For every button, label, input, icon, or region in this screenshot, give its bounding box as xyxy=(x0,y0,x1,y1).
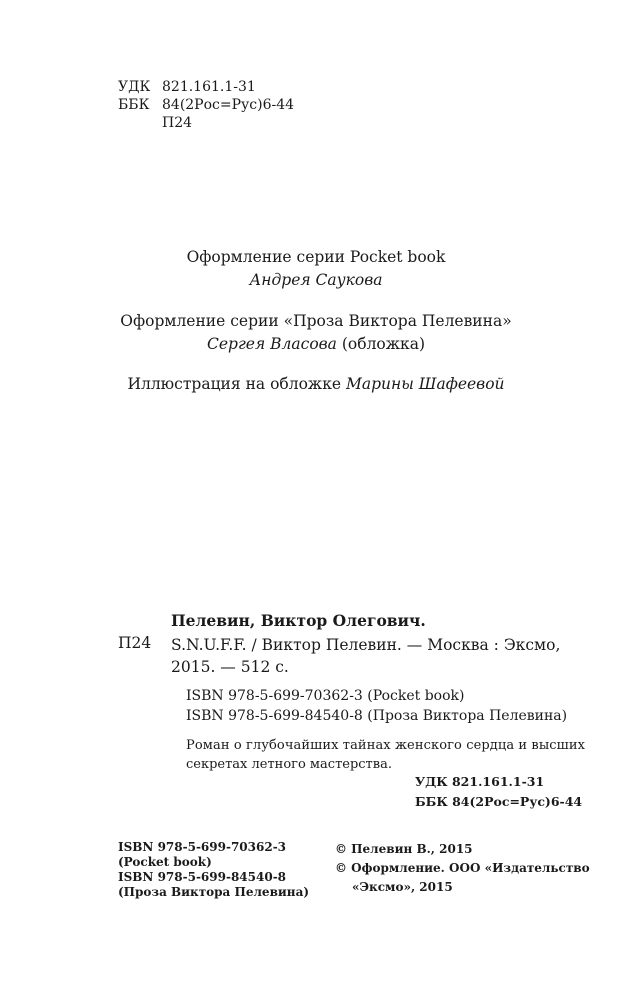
classification-codes xyxy=(118,78,294,132)
series1-designer: Андрея Саукова xyxy=(249,271,383,289)
bbk-key: ББК xyxy=(118,97,150,113)
bib-isbn-1: ISBN 978-5-699-70362-3 (Pocket book) xyxy=(186,688,465,704)
copyright-author: © Пелевин В., 2015 xyxy=(335,842,473,856)
bib-author-mark: П24 xyxy=(118,634,152,652)
copyright-design-cont: «Эксмо», 2015 xyxy=(352,880,453,894)
author-mark-value: П24 xyxy=(162,115,193,131)
bottom-isbn-2: ISBN 978-5-699-84540-8 xyxy=(118,870,287,884)
bib-author: Пелевин, Виктор Олегович. xyxy=(171,611,426,630)
series2-credit-name xyxy=(0,333,632,356)
udk-key: УДК xyxy=(118,79,151,95)
bib-udk: УДК 821.161.1-31 xyxy=(415,774,545,789)
series1-credit-label: Оформление серии Pocket book xyxy=(186,248,446,266)
cover-illustrator: Марины Шафеевой xyxy=(345,375,505,393)
bottom-isbn-1: ISBN 978-5-699-70362-3 xyxy=(118,840,287,854)
cover-label: Иллюстрация на обложке xyxy=(127,375,346,393)
series2-credit-label: Оформление серии «Проза Виктора Пелевина» xyxy=(120,312,512,330)
bbk-value: 84(2Рос=Рус)6-44 xyxy=(162,97,295,113)
series1-credit-name xyxy=(0,269,632,292)
bottom-isbn-block xyxy=(118,840,309,900)
bottom-isbn-1-note: (Pocket book) xyxy=(118,855,212,869)
udk-row xyxy=(118,78,294,96)
bib-isbn-2: ISBN 978-5-699-84540-8 (Проза Виктора Пелевина) xyxy=(186,708,568,724)
author-mark-key xyxy=(118,114,162,132)
annotation-line1: Роман о глубочайших тайнах женского сердца и высших xyxy=(186,738,586,753)
annotation-line2: секретах летного мастерства. xyxy=(186,757,392,772)
series2-note: (обложка) xyxy=(336,335,425,353)
bbk-row xyxy=(118,96,294,114)
cover-illustration-credit xyxy=(0,373,632,396)
bib-annotation xyxy=(186,736,585,774)
bib-bbk: ББК 84(2Рос=Рус)6-44 xyxy=(415,794,583,809)
udk-value: 821.161.1-31 xyxy=(162,79,256,95)
copyright-block xyxy=(335,840,590,897)
copyright-design: © Оформление. ООО «Издательство xyxy=(335,861,590,875)
author-mark-row xyxy=(118,114,294,132)
bib-title-line2: 2015. — 512 с. xyxy=(171,658,289,676)
series2-designer: Сергея Власова xyxy=(207,335,337,353)
bib-title-line1: S.N.U.F.F. / Виктор Пелевин. — Москва : Эксмо, xyxy=(171,636,561,654)
bib-classification xyxy=(415,772,582,812)
bottom-isbn-2-note: (Проза Виктора Пелевина) xyxy=(118,885,310,899)
bib-isbn-list xyxy=(186,686,567,726)
